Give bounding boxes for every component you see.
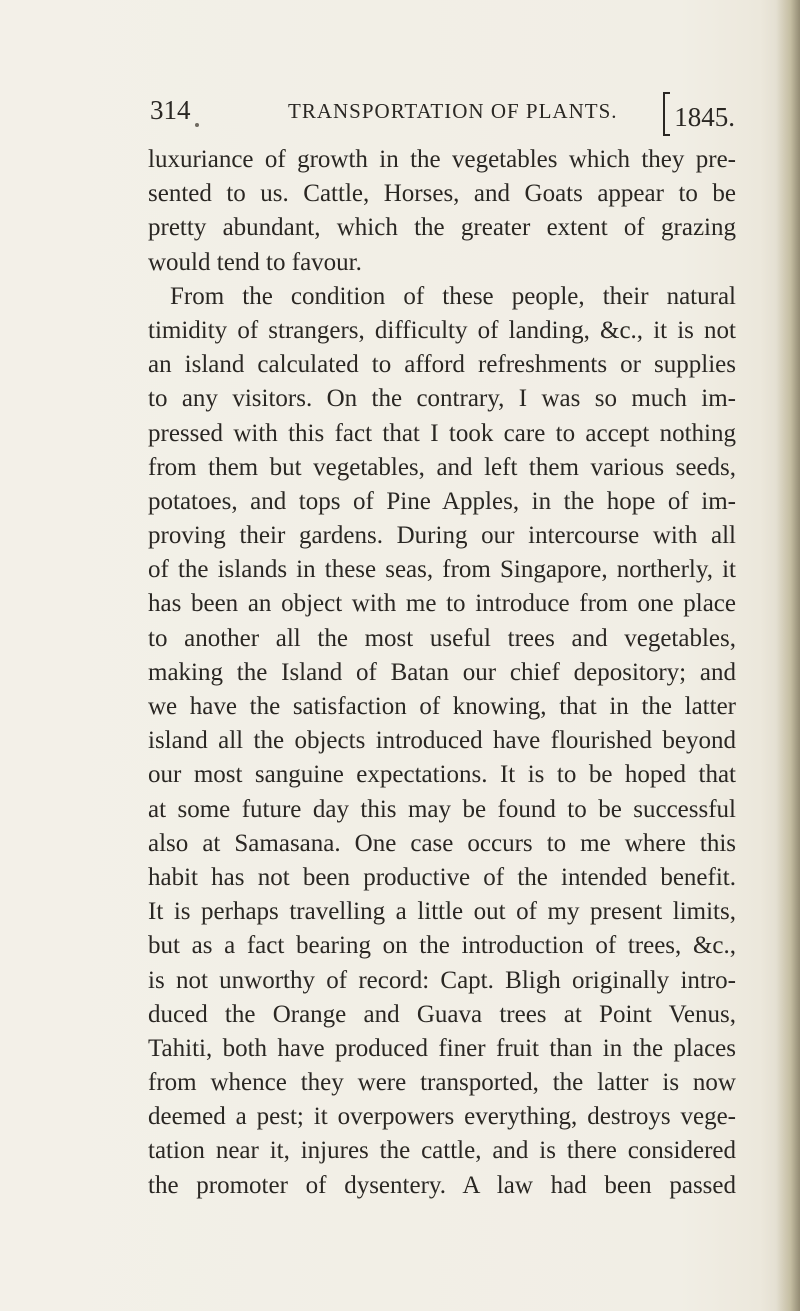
text-line: duced the Orange and Guava trees at Point Venus, xyxy=(148,1000,736,1028)
text-line: island all the objects introduced have flourished beyond xyxy=(148,727,736,755)
bracket-glyph xyxy=(663,92,670,136)
text-line: but as a fact bearing on the introduction of trees, &c., xyxy=(148,932,736,960)
text-line: habit has not been productive of the intended benefit. xyxy=(148,863,736,891)
year-text: 1845. xyxy=(674,102,735,132)
text-line: to another all the most useful trees and vegetables, xyxy=(148,624,736,652)
text-line: an island calculated to afford refreshments or supplies xyxy=(148,351,736,379)
text-line: at some future day this may be found to be successful xyxy=(148,795,736,823)
text-line: has been an object with me to introduce from one place xyxy=(148,590,736,618)
text-line: of the islands in these seas, from Singapore, northerly, it xyxy=(148,556,736,584)
text-line: Tahiti, both have produced finer fruit than in the places xyxy=(148,1034,736,1062)
year-marker xyxy=(663,92,735,136)
text-line: would tend to favour. xyxy=(148,248,362,276)
text-line: making the Island of Batan our chief depository; and xyxy=(148,658,736,686)
text-line: we have the satisfaction of knowing, that in the latter xyxy=(148,693,736,720)
text-line: tation near it, injures the cattle, and is there considered xyxy=(148,1137,736,1165)
page-number: 314 xyxy=(150,95,191,125)
text-line: deemed a pest; it overpowers everything, destroys vege- xyxy=(148,1103,736,1131)
text-line: potatoes, and tops of Pine Apples, in the hope of im- xyxy=(148,487,736,515)
text-line: to any visitors. On the contrary, I was so much im- xyxy=(148,385,736,413)
text-line: our most sanguine expectations. It is to be hoped that xyxy=(148,761,736,789)
text-line: also at Samasana. One case occurs to me where this xyxy=(148,829,736,857)
running-title: TRANSPORTATION OF PLANTS. xyxy=(288,99,618,123)
text-line: proving their gardens. During our intercourse with all xyxy=(148,522,736,550)
text-line: It is perhaps travelling a little out of my present limits, xyxy=(148,898,736,926)
text-line: timidity of strangers, difficulty of landing, &c., it is not xyxy=(148,316,736,344)
text-line: sented to us. Cattle, Horses, and Goats appear to be xyxy=(148,180,736,208)
text-line: luxuriance of growth in the vegetables which they pre- xyxy=(148,146,736,173)
page-edge-shadow xyxy=(776,0,800,1311)
running-header xyxy=(150,92,735,132)
body-text xyxy=(148,143,736,1203)
text-line: from whence they were transported, the latter is now xyxy=(148,1069,736,1097)
text-line: pressed with this fact that I took care to accept nothing xyxy=(148,419,736,447)
text-line: is not unworthy of record: Capt. Bligh originally intro- xyxy=(148,966,736,994)
text-line: from them but vegetables, and left them various seeds, xyxy=(148,453,736,481)
ink-speck xyxy=(195,123,199,127)
text-line: pretty abundant, which the greater extent of grazing xyxy=(148,214,736,242)
text-line: the promoter of dysentery. A law had been passed xyxy=(148,1171,736,1199)
text-line: From the condition of these people, their natural xyxy=(170,282,736,310)
